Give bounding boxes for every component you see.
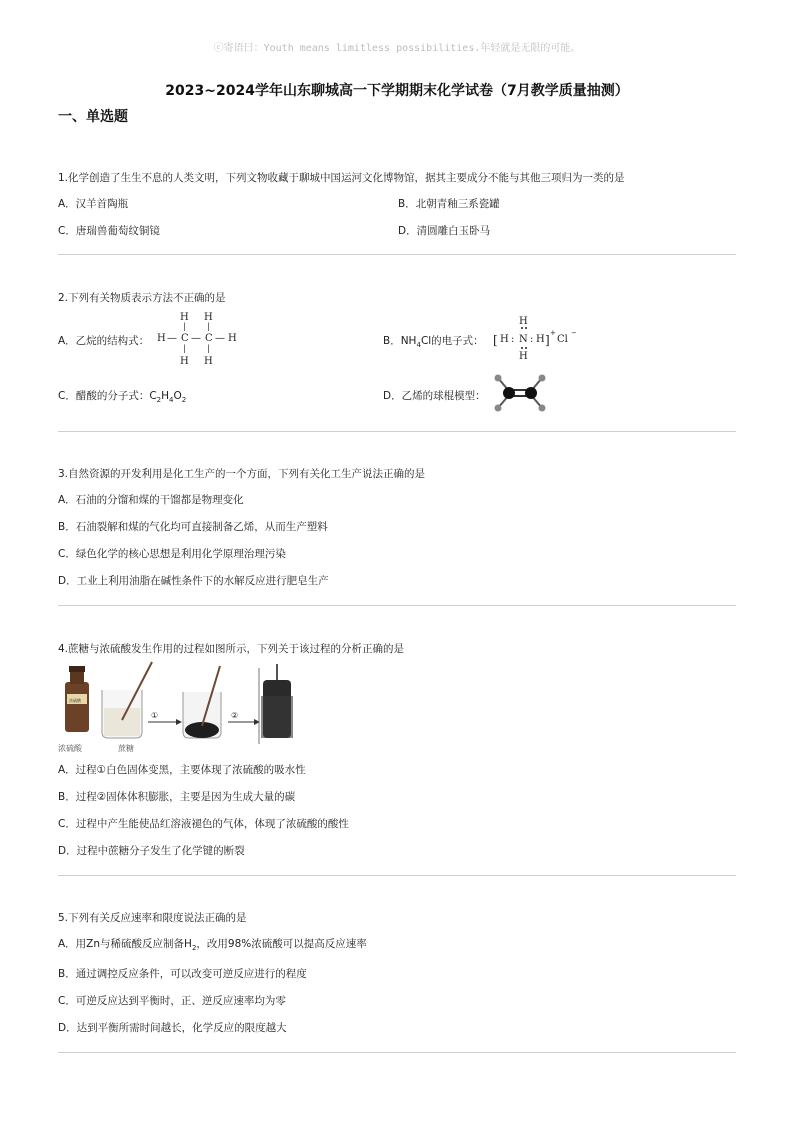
bond-line: |: [207, 344, 210, 353]
q2-option-a: A．乙烷的结构式：: [58, 335, 150, 347]
caption-acid: 浓硫酸: [58, 744, 82, 753]
subscript: 2: [191, 944, 197, 953]
atom-h: H: [204, 356, 213, 367]
q1-option-b: B．北朝青釉三系瓷罐: [398, 198, 500, 210]
experiment-illustration: [56, 660, 296, 750]
q4-option-d: D．过程中蔗糖分子发生了化学键的断裂: [58, 845, 245, 857]
bond-line: —: [167, 333, 177, 344]
q2-stem: 2.下列有关物质表示方法不正确的是: [58, 292, 226, 304]
q1-option-a: A．汉羊首陶瓶: [58, 198, 129, 210]
q3-option-d: D．工业上利用油脂在碱性条件下的水解反应进行肥皂生产: [58, 575, 329, 587]
atom-h: H: [228, 333, 237, 344]
bond-line: |: [183, 322, 186, 331]
q3-stem: 3.自然资源的开发利用是化工生产的一个方面，下列有关化工生产说法正确的是: [58, 468, 426, 480]
q4-option-b: B．过程②固体体积膨胀，主要是因为生成大量的碳: [58, 791, 296, 803]
q5-option-d: D．达到平衡所需时间越长，化学反应的限度越大: [58, 1022, 287, 1034]
q5-option-b: B．通过调控反应条件，可以改变可逆反应进行的程度: [58, 968, 307, 980]
bond-line: —: [215, 333, 225, 344]
q1-option-d: D．清圆雕白玉卧马: [398, 225, 491, 237]
atom-n: N: [519, 334, 528, 345]
q2-c-text: O: [173, 390, 182, 402]
atom-h: H: [180, 356, 189, 367]
electron-pair: :: [530, 334, 534, 345]
atom-h: H: [500, 334, 509, 345]
atom-cl: Cl: [557, 334, 568, 345]
step-2-label: ②: [231, 711, 239, 720]
charge-minus: −: [571, 329, 577, 337]
electron-pair: :: [511, 334, 515, 345]
q2-c-text: H: [161, 390, 170, 402]
caption-sucrose: 蔗糖: [118, 744, 134, 753]
q3-option-c: C．绿色化学的核心思想是利用化学原理治理污染: [58, 548, 286, 560]
q2-c-text: C．醋酸的分子式：C: [58, 390, 157, 402]
section-heading: 一、单选题: [58, 109, 128, 125]
q4-option-a: A．过程①白色固体变黑，主要体现了浓硫酸的吸水性: [58, 764, 306, 776]
q4-stem: 4.蔗糖与浓硫酸发生作用的过程如图所示，下列关于该过程的分析正确的是: [58, 643, 405, 655]
q5-a-text: ，改用98%浓硫酸可以提高反应速率: [196, 938, 367, 950]
bond-line: —: [191, 333, 201, 344]
atom-h: H: [536, 334, 545, 345]
q1-stem: 1.化学创造了生生不息的人类文明，下列文物收藏于聊城中国运河文化博物馆，据其主要成分不能与其他三项归为一类的是: [58, 172, 625, 184]
atom-h: H: [180, 312, 189, 323]
q2-option-b: [383, 333, 484, 349]
q2-b-text: Cl的电子式：: [420, 335, 484, 347]
atom-c: C: [205, 333, 213, 344]
bracket: [: [493, 333, 498, 347]
divider: [58, 605, 736, 606]
divider: [58, 1052, 736, 1053]
divider: [58, 431, 736, 432]
q2-b-text: B．NH: [383, 335, 417, 347]
page-title: 2023~2024学年山东聊城高一下学期期末化学试卷（7月教学质量抽测）: [165, 83, 629, 99]
ethylene-ball-stick-model: [490, 372, 550, 416]
q5-a-text: A．用Zn与稀硫酸反应制备H: [58, 938, 192, 950]
atom-h: H: [519, 351, 528, 362]
atom-c: C: [181, 333, 189, 344]
subscript: 4: [416, 341, 421, 350]
q3-option-b: B．石油裂解和煤的气化均可直接制备乙烯，从而生产塑料: [58, 521, 328, 533]
atom-h: H: [204, 312, 213, 323]
q2-option-d: D．乙烯的球棍模型：: [383, 390, 486, 402]
q3-option-a: A．石油的分馏和煤的干馏都是物理变化: [58, 494, 244, 506]
step-1-label: ①: [151, 711, 159, 720]
subscript: 2: [156, 396, 162, 405]
q5-option-a: [58, 936, 367, 952]
q5-option-c: C．可逆反应达到平衡时，正、逆反应速率均为零: [58, 995, 286, 1007]
bracket: ]: [545, 333, 550, 347]
q2-option-c: [58, 388, 186, 404]
q5-stem: 5.下列有关反应速率和限度说法正确的是: [58, 912, 247, 924]
bond-line: |: [207, 322, 210, 331]
subscript: 4: [169, 396, 174, 405]
bottle-label: 浓硫酸: [69, 698, 81, 703]
subscript: 2: [181, 396, 187, 405]
q1-option-c: C．唐瑞兽葡萄纹铜镜: [58, 225, 160, 237]
divider: [58, 875, 736, 876]
charge-plus: +: [550, 329, 556, 337]
divider: [58, 254, 736, 255]
atom-h: H: [157, 333, 166, 344]
atom-h: H: [519, 316, 528, 327]
q4-option-c: C．过程中产生能使品红溶液褪色的气体，体现了浓硫酸的酸性: [58, 818, 349, 830]
bond-line: |: [183, 344, 186, 353]
watermark: ⓒ寄语曰：Youth means limitless possibilities.年轻就是无限的可能。: [213, 43, 581, 54]
